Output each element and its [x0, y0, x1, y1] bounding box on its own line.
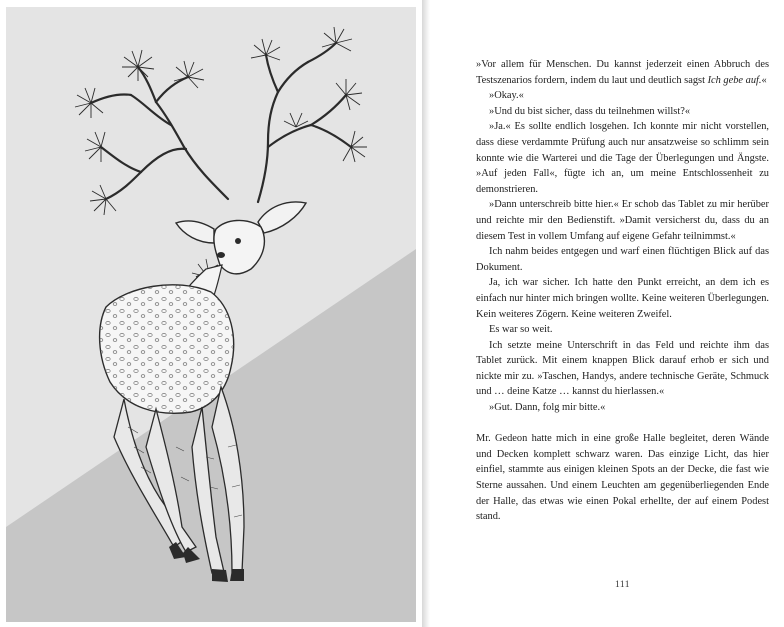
paragraph: »Gut. Dann, folg mir bitte.«: [489, 402, 606, 414]
paragraph: »Ja.« Es sollte endlich losgehen. Ich konnte mir nicht vorstellen, dass diese verdammte Prüfung auch nur ansatzweise so schlimm sein konnte wie die Warterei und die Tage der Überlegungen und Ängste. »Auf jeden Fall«, fügte ich an, um meine Entschlossenheit zu demonstrieren.: [476, 121, 769, 195]
page-number: 111: [614, 580, 631, 590]
paragraph: Ich nahm beides entgegen und warf einen flüchtigen Blick auf das Dokument.: [476, 246, 769, 273]
paragraph: Ich setzte meine Unterschrift in das Feld und reichte ihm das Tablet zurück. Mit einem knappen Blick darauf erhob er sich und nickte mir zu. »Taschen, Handys, andere technische Geräte, Schmuck und … deine Katze … kannst du hierlassen.«: [476, 339, 769, 398]
paragraph-italic-text: Ich gebe auf.: [707, 74, 762, 86]
deer-illustration: [6, 7, 416, 622]
body-text: [476, 57, 769, 525]
paragraph-text-end: «: [761, 74, 767, 86]
paragraph: »Okay.«: [489, 90, 524, 102]
paragraph: [476, 57, 769, 88]
paragraph: Es war so weit.: [489, 324, 553, 336]
paragraph: Mr. Gedeon hatte mich in eine große Halle begleitet, deren Wände und Decken komplett schwarz waren. Das einzige Licht, das hier einfiel, stammte aus einigen kleinen Spots an der Decke, die fast wie Sterne aussahen. Und einem Leuchten am gegenüberliegenden Ende der Halle, das etwas wie einen Pokal erhellte, der auf einem Podest stand.: [476, 433, 769, 523]
right-page: [430, 0, 784, 627]
deer-drawing-icon: [6, 7, 416, 622]
paragraph-text: »Vor allem für Menschen. Du kannst jederzeit einen Abbruch des Testszenarios fordern, indem du laut und deutlich sagst: [476, 59, 769, 86]
paragraph: »Und du bist sicher, dass du teilnehmen willst?«: [489, 105, 691, 117]
paragraph: »Dann unterschreib bitte hier.« Er schob das Tablet zu mir herüber und reichte mir den Bedienstift. »Damit versicherst du, dass du an diesem Test in vollem Umfang auf eigene Gefahr teilnimmst.«: [476, 199, 769, 242]
book-gutter: [422, 0, 430, 627]
paragraph: Ja, ich war sicher. Ich hatte den Punkt erreicht, an dem ich es einfach nur hinter mich bringen wollte. Keine weiteren Überlegungen. Kein weiteres Zögern. Keine weiteren Zweifel.: [476, 277, 769, 320]
